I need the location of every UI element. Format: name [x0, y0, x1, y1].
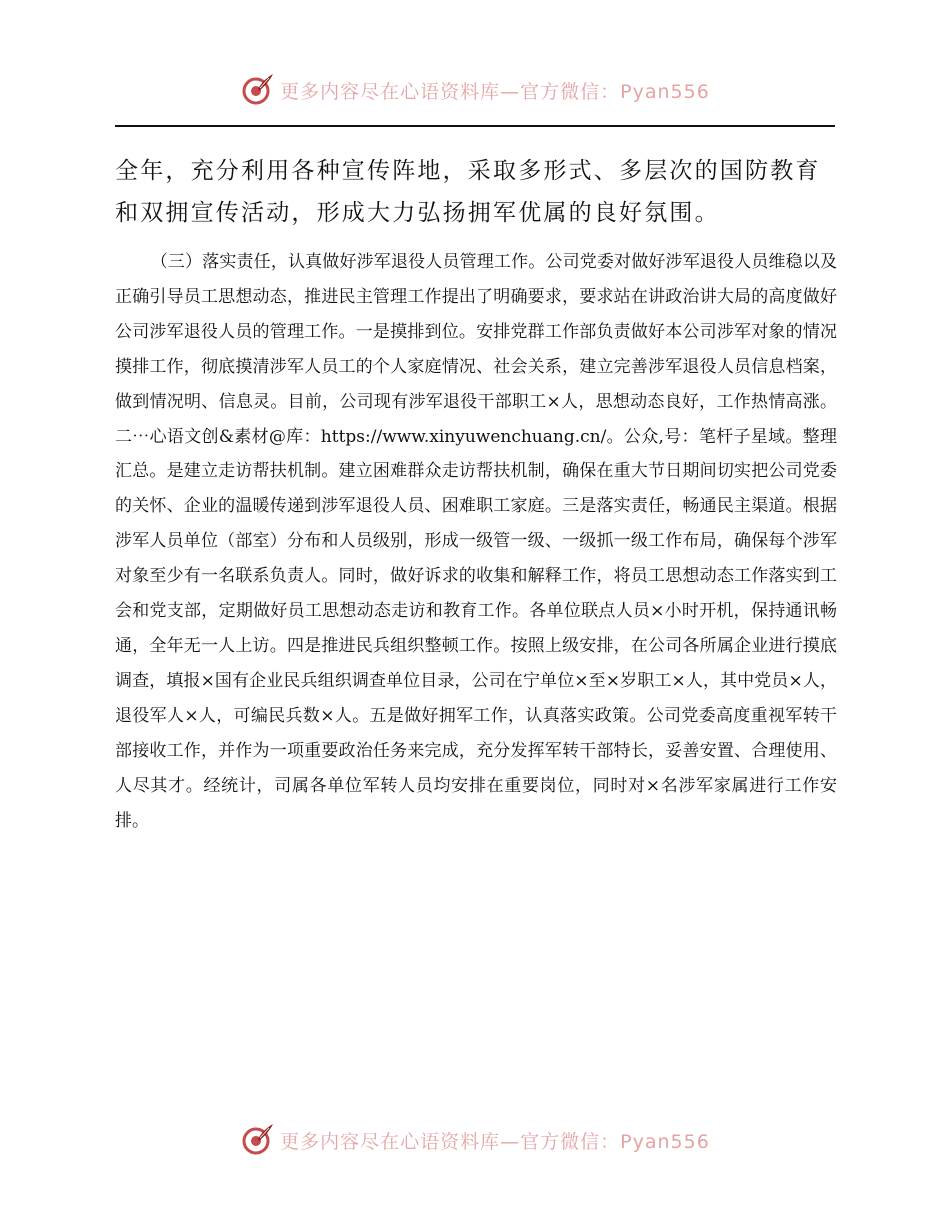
header-banner — [0, 70, 950, 110]
feather-seal-icon — [240, 73, 274, 107]
feather-seal-icon — [240, 1123, 274, 1157]
lead-paragraph: 全年，充分利用各种宣传阵地，采取多形式、多层次的国防教育和双拥宣传活动，形成大力弘扬拥军优属的良好氛围。 — [115, 158, 821, 226]
header-banner-text: 更多内容尽在心语资料库—官方微信：Pyan556 — [280, 80, 710, 103]
footer-banner-text: 更多内容尽在心语资料库—官方微信：Pyan556 — [280, 1130, 710, 1153]
footer-banner — [0, 1120, 950, 1160]
section-3-paragraph: （三）落实责任，认真做好涉军退役人员管理工作。公司党委对做好涉军退役人员维稳以及正确引导员工思想动态，推进民主管理工作提出了明确要求，要求站在讲政治讲大局的高度做好公司涉军退役人员的管理工作。一是摸排到位。安排党群工作部负责做好本公司涉军对象的情况摸排工作，彻底摸清涉军人员工的个人家庭情况、社会关系，建立完善涉军退役人员信息档案，做到情况明、信息灵。目前，公司现有涉军退役干部职工×人，思想动态良好，工作热情高涨。二⋯心语文创&素材@库：https://www.xinyuwenchuang.cn/。公众,号：笔杆子星域。整理汇总。是建立走访帮扶机制。建立困难群众走访帮扶机制，确保在重大节日期间切实把公司党委的关怀、企业的温暖传递到涉军退役人员、困难职工家庭。三是落实责任，畅通民主渠道。根据涉军人员单位（部室）分布和人员级别，形成一级管一级、一级抓一级工作布局，确保每个涉军对象至少有一名联系负责人。同时，做好诉求的收集和解释工作，将员工思想动态工作落实到工会和党支部，定期做好员工思想动态走访和教育工作。各单位联点人员×小时开机，保持通讯畅通，全年无一人上访。四是推进民兵组织整顿工作。按照上级安排，在公司各所属企业进行摸底调查，填报×国有企业民兵组织调查单位目录，公司在宁单位×至×岁职工×人，其中党员×人，退役军人×人，可编民兵数×人。五是做好拥军工作，认真落实政策。公司党委高度重视军转干部接收工作，并作为一项重要政治任务来完成，充分发挥军转干部特长，妥善安置、合理使用、人尽其才。经统计，司属各单位军转人员均安排在重要岗位，同时对×名涉军家属进行工作安排。 — [115, 252, 837, 831]
header-divider — [115, 125, 835, 127]
